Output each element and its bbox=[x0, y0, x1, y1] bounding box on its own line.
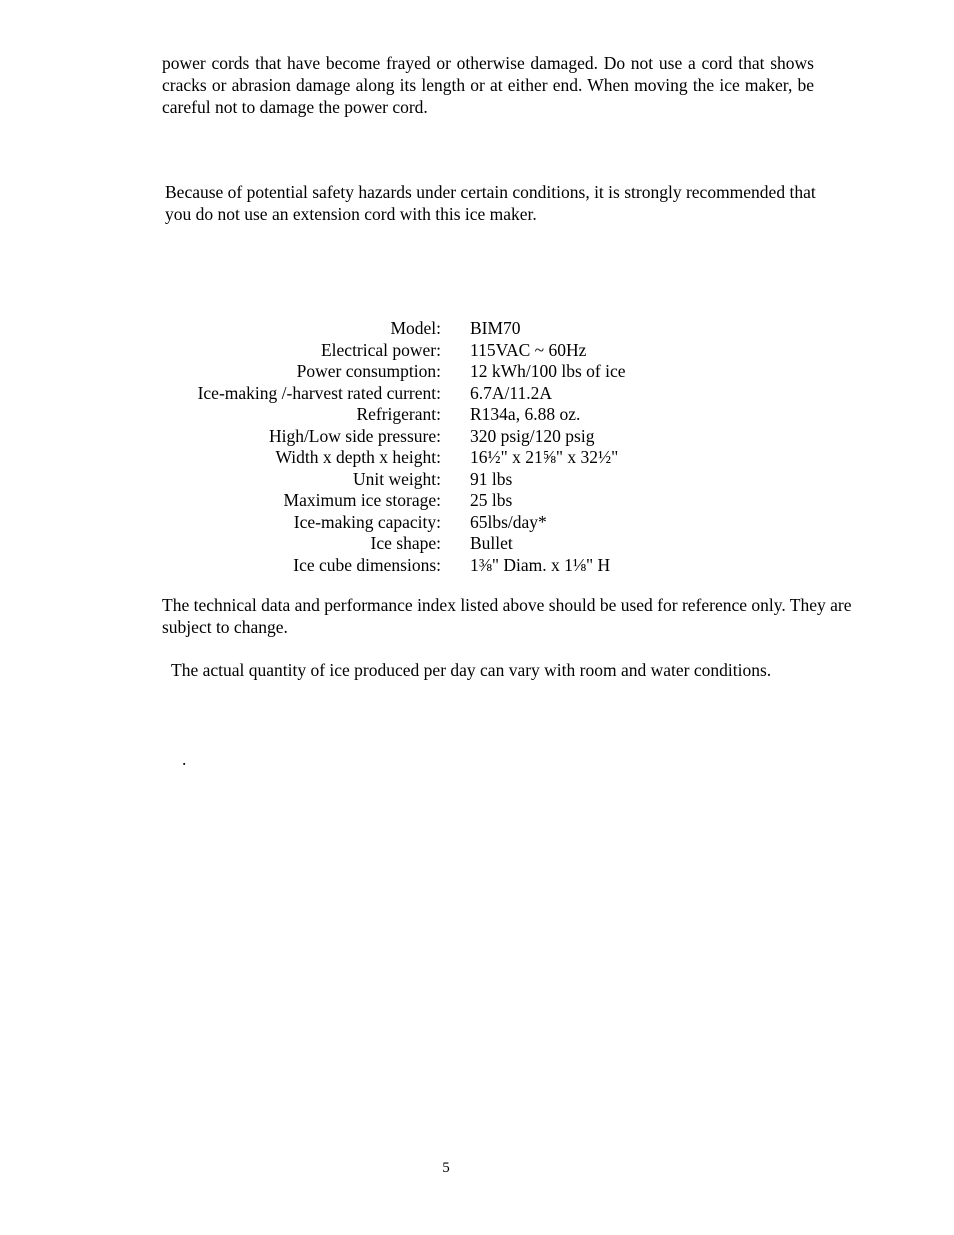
spec-value: 91 lbs bbox=[470, 468, 513, 489]
spec-row-cube-dimensions bbox=[140, 555, 626, 577]
spec-label: Power consumption: bbox=[296, 361, 441, 381]
spec-row-power-consumption bbox=[140, 361, 626, 383]
spec-label: High/Low side pressure: bbox=[268, 425, 441, 446]
spec-label: Ice-making /-harvest rated current: bbox=[197, 382, 441, 403]
spec-label: Ice-making capacity: bbox=[293, 511, 441, 532]
spec-value: 25 lbs bbox=[470, 490, 513, 510]
spec-row-model bbox=[140, 318, 626, 340]
spec-row-rated-current bbox=[140, 383, 626, 405]
spec-row-ice-shape bbox=[140, 533, 626, 555]
spec-label: Maximum ice storage: bbox=[283, 490, 441, 510]
spec-row-dimensions bbox=[140, 447, 626, 469]
spec-value: 16½" x 21⅝" x 32½" bbox=[470, 447, 619, 467]
spec-label: Unit weight: bbox=[353, 468, 441, 489]
spec-label: Model: bbox=[390, 318, 441, 338]
power-cord-warning-paragraph: power cords that have become frayed or otherwise damaged. Do not use a cord that shows cracks or abrasion damage along its length or at either end. When moving the ice maker, be careful not to damage the power cord. bbox=[162, 53, 814, 117]
page-number: 5 bbox=[442, 1160, 450, 1176]
technical-data-note: The technical data and performance index listed above should be used for reference only. They are subject to change. bbox=[162, 595, 852, 637]
spec-value: 320 psig/120 psig bbox=[470, 425, 595, 446]
spec-row-unit-weight bbox=[140, 469, 626, 491]
extension-cord-paragraph: Because of potential safety hazards under certain conditions, it is strongly recommended that you do not use an extension cord with this ice maker. bbox=[165, 182, 816, 224]
spec-value: 65lbs/day* bbox=[470, 511, 547, 532]
spec-row-pressure bbox=[140, 426, 626, 448]
spec-label: Ice shape: bbox=[370, 533, 441, 553]
spec-row-electrical-power bbox=[140, 340, 626, 362]
spec-row-ice-capacity bbox=[140, 512, 626, 534]
spec-label: Electrical power: bbox=[320, 339, 441, 360]
spec-label: Ice cube dimensions: bbox=[293, 554, 441, 575]
spec-label: Refrigerant: bbox=[356, 404, 441, 424]
spec-value: 115VAC ~ 60Hz bbox=[470, 339, 587, 360]
spec-value: R134a, 6.88 oz. bbox=[470, 404, 581, 424]
spec-value: 12 kWh/100 lbs of ice bbox=[470, 361, 626, 381]
ice-quantity-note: The actual quantity of ice produced per day can vary with room and water conditions. bbox=[171, 660, 772, 680]
specifications-table bbox=[140, 318, 626, 576]
spec-value: Bullet bbox=[470, 533, 513, 553]
spec-row-ice-storage bbox=[140, 490, 626, 512]
spec-value: 1⅜" Diam. x 1⅛" H bbox=[470, 554, 611, 575]
stray-period: . bbox=[182, 749, 187, 769]
spec-label: Width x depth x height: bbox=[275, 447, 441, 467]
spec-value: BIM70 bbox=[470, 318, 521, 338]
spec-value: 6.7A/11.2A bbox=[470, 382, 552, 403]
spec-row-refrigerant bbox=[140, 404, 626, 426]
